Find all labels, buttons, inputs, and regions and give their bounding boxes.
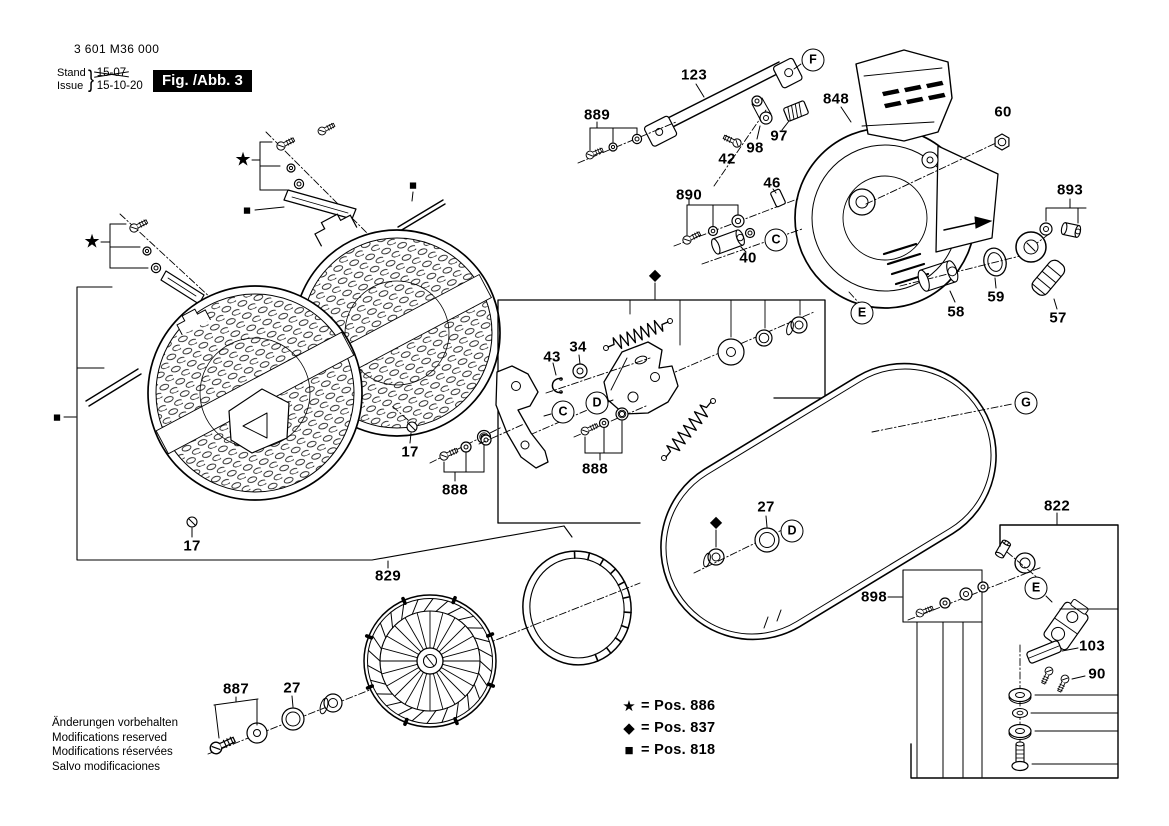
position-symbol-star: ★ <box>83 231 101 253</box>
issue-value: 15-10-20 <box>96 80 143 92</box>
part-label: 893 <box>1057 181 1083 199</box>
part-label: 889 <box>584 106 610 124</box>
position-symbol-square: ■ <box>243 202 251 218</box>
part-label: 43 <box>543 348 561 366</box>
symbol-legend <box>617 695 715 761</box>
legend-text: = Pos. 837 <box>641 720 716 736</box>
legend-symbol-star: ★ <box>622 698 636 715</box>
part-label: 98 <box>746 139 764 157</box>
callout-letter: G <box>1015 392 1038 415</box>
callout-letter: C <box>552 401 575 424</box>
callout-letter: E <box>851 302 874 325</box>
footer-note: Modifications réservées <box>52 746 173 758</box>
part-label: 822 <box>1044 497 1070 515</box>
part-label: 97 <box>770 127 788 145</box>
legend-row <box>617 695 715 717</box>
part-label: 17 <box>401 443 419 461</box>
position-symbol-diamond: ◆ <box>648 267 662 284</box>
legend-symbol-square: ■ <box>624 741 634 759</box>
part-label: 888 <box>582 460 608 478</box>
part-label: 42 <box>718 150 736 168</box>
part-label: 40 <box>739 249 757 267</box>
part-label: 60 <box>994 103 1012 121</box>
stand-label: Stand <box>57 67 86 79</box>
part-label: 123 <box>681 66 707 84</box>
part-label: 829 <box>375 567 401 585</box>
part-label: 27 <box>283 679 301 697</box>
figure-number-box: Fig. /Abb. 3 <box>153 70 252 92</box>
part-label: 890 <box>676 186 702 204</box>
callout-letter: F <box>802 49 825 72</box>
part-label: 103 <box>1079 637 1105 655</box>
model-number: 3 601 M36 000 <box>74 42 160 56</box>
part-label: 57 <box>1049 309 1067 327</box>
part-label: 848 <box>823 90 849 108</box>
part-label: 17 <box>183 537 201 555</box>
legend-symbol-diamond: ◆ <box>623 720 635 737</box>
position-symbol-square: ■ <box>53 409 61 425</box>
callout-letter: D <box>586 392 609 415</box>
part-label: 90 <box>1088 665 1106 683</box>
part-label: 59 <box>987 288 1005 306</box>
position-symbol-square: ■ <box>409 177 417 193</box>
part-label: 27 <box>757 498 775 516</box>
part-label: 888 <box>442 481 468 499</box>
footer-note: Änderungen vorbehalten <box>52 717 178 729</box>
footer-note: Modifications reserved <box>52 731 168 744</box>
part-label: 34 <box>569 338 587 356</box>
legend-row <box>617 717 715 739</box>
issue-label: Issue <box>57 80 84 92</box>
legend-text: = Pos. 818 <box>641 742 716 758</box>
stand-value-struck: 15-07 <box>96 67 127 79</box>
position-symbol-star: ★ <box>234 149 252 171</box>
legend-text: = Pos. 886 <box>641 698 716 714</box>
modification-notes <box>52 716 178 774</box>
part-label: 46 <box>763 174 781 192</box>
callout-letter: E <box>1025 577 1048 600</box>
date-brace: } <box>87 66 94 93</box>
callout-letter: C <box>765 229 788 252</box>
footer-note: Salvo modificaciones <box>52 760 161 773</box>
part-label: 898 <box>861 588 887 606</box>
part-label: 58 <box>947 303 965 321</box>
position-symbol-diamond: ◆ <box>709 514 723 531</box>
callout-letter: D <box>781 520 804 543</box>
revision-dates <box>57 66 143 94</box>
part-label: 887 <box>223 680 249 698</box>
legend-row <box>617 739 715 761</box>
